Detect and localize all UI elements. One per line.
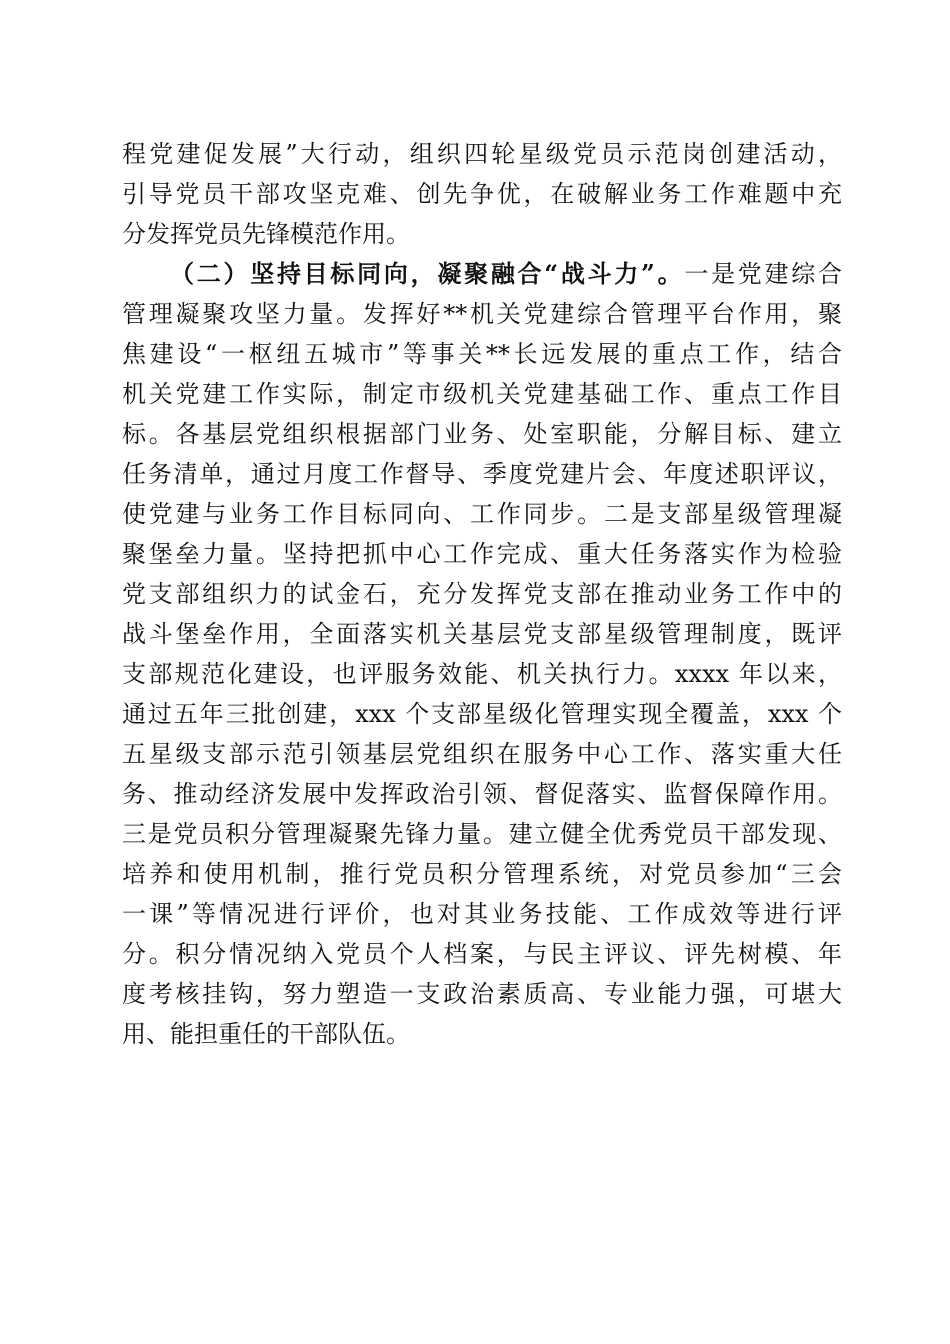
text-line: 务、推动经济发展中发挥政治引领、督促落实、监督保障作用。 — [122, 780, 842, 808]
text-line: 五星级支部示范引领基层党组织在服务中心工作、落实重大任 — [122, 740, 842, 768]
text-line: 分发挥党员先锋模范作用。 — [122, 220, 410, 248]
text-line: 培养和使用机制，推行党员积分管理系统，对党员参加“三会 — [122, 860, 842, 888]
text-span: 一是党建综合 — [684, 260, 842, 288]
paragraph-2 — [122, 254, 842, 1054]
text-line: 引导党员干部攻坚克难、创先争优，在破解业务工作难题中充 — [122, 180, 842, 208]
text-line: 通过五年三批创建，xxx 个支部星级化管理实现全覆盖，xxx 个 — [122, 700, 842, 728]
text-line: 管理凝聚攻坚力量。发挥好**机关党建综合管理平台作用，聚 — [122, 300, 842, 328]
paragraph-1 — [122, 134, 842, 254]
text-line: 支部规范化建设，也评服务效能、机关执行力。xxxx 年以来， — [122, 660, 842, 688]
text-line: 任务清单，通过月度工作督导、季度党建片会、年度述职评议， — [122, 460, 842, 488]
text-line: 党支部组织力的试金石，充分发挥党支部在推动业务工作中的 — [122, 580, 842, 608]
section-heading: （二）坚持目标同向，凝聚融合“战斗力”。 — [170, 259, 685, 288]
text-line: 使党建与业务工作目标同向、工作同步。二是支部星级管理凝 — [122, 500, 842, 528]
text-line: 程党建促发展”大行动，组织四轮星级党员示范岗创建活动， — [122, 140, 842, 168]
text-line: 三是党员积分管理凝聚先锋力量。建立健全优秀党员干部发现、 — [122, 820, 842, 848]
body-text — [122, 134, 842, 1054]
text-line: 一课”等情况进行评价，也对其业务技能、工作成效等进行评 — [122, 900, 842, 928]
paragraph-2-first-line — [122, 254, 842, 294]
text-line: 战斗堡垒作用，全面落实机关基层党支部星级管理制度，既评 — [122, 620, 842, 648]
text-line: 机关党建工作实际，制定市级机关党建基础工作、重点工作目 — [122, 380, 842, 408]
text-line: 标。各基层党组织根据部门业务、处室职能，分解目标、建立 — [122, 420, 842, 448]
text-line: 度考核挂钩，努力塑造一支政治素质高、专业能力强，可堪大 — [122, 980, 842, 1008]
text-line: 聚堡垒力量。坚持把抓中心工作完成、重大任务落实作为检验 — [122, 540, 842, 568]
text-line: 焦建设“一枢纽五城市”等事关**长远发展的重点工作，结合 — [122, 340, 842, 368]
text-line: 分。积分情况纳入党员个人档案，与民主评议、评先树模、年 — [122, 940, 842, 968]
text-line: 用、能担重任的干部队伍。 — [122, 1020, 410, 1048]
